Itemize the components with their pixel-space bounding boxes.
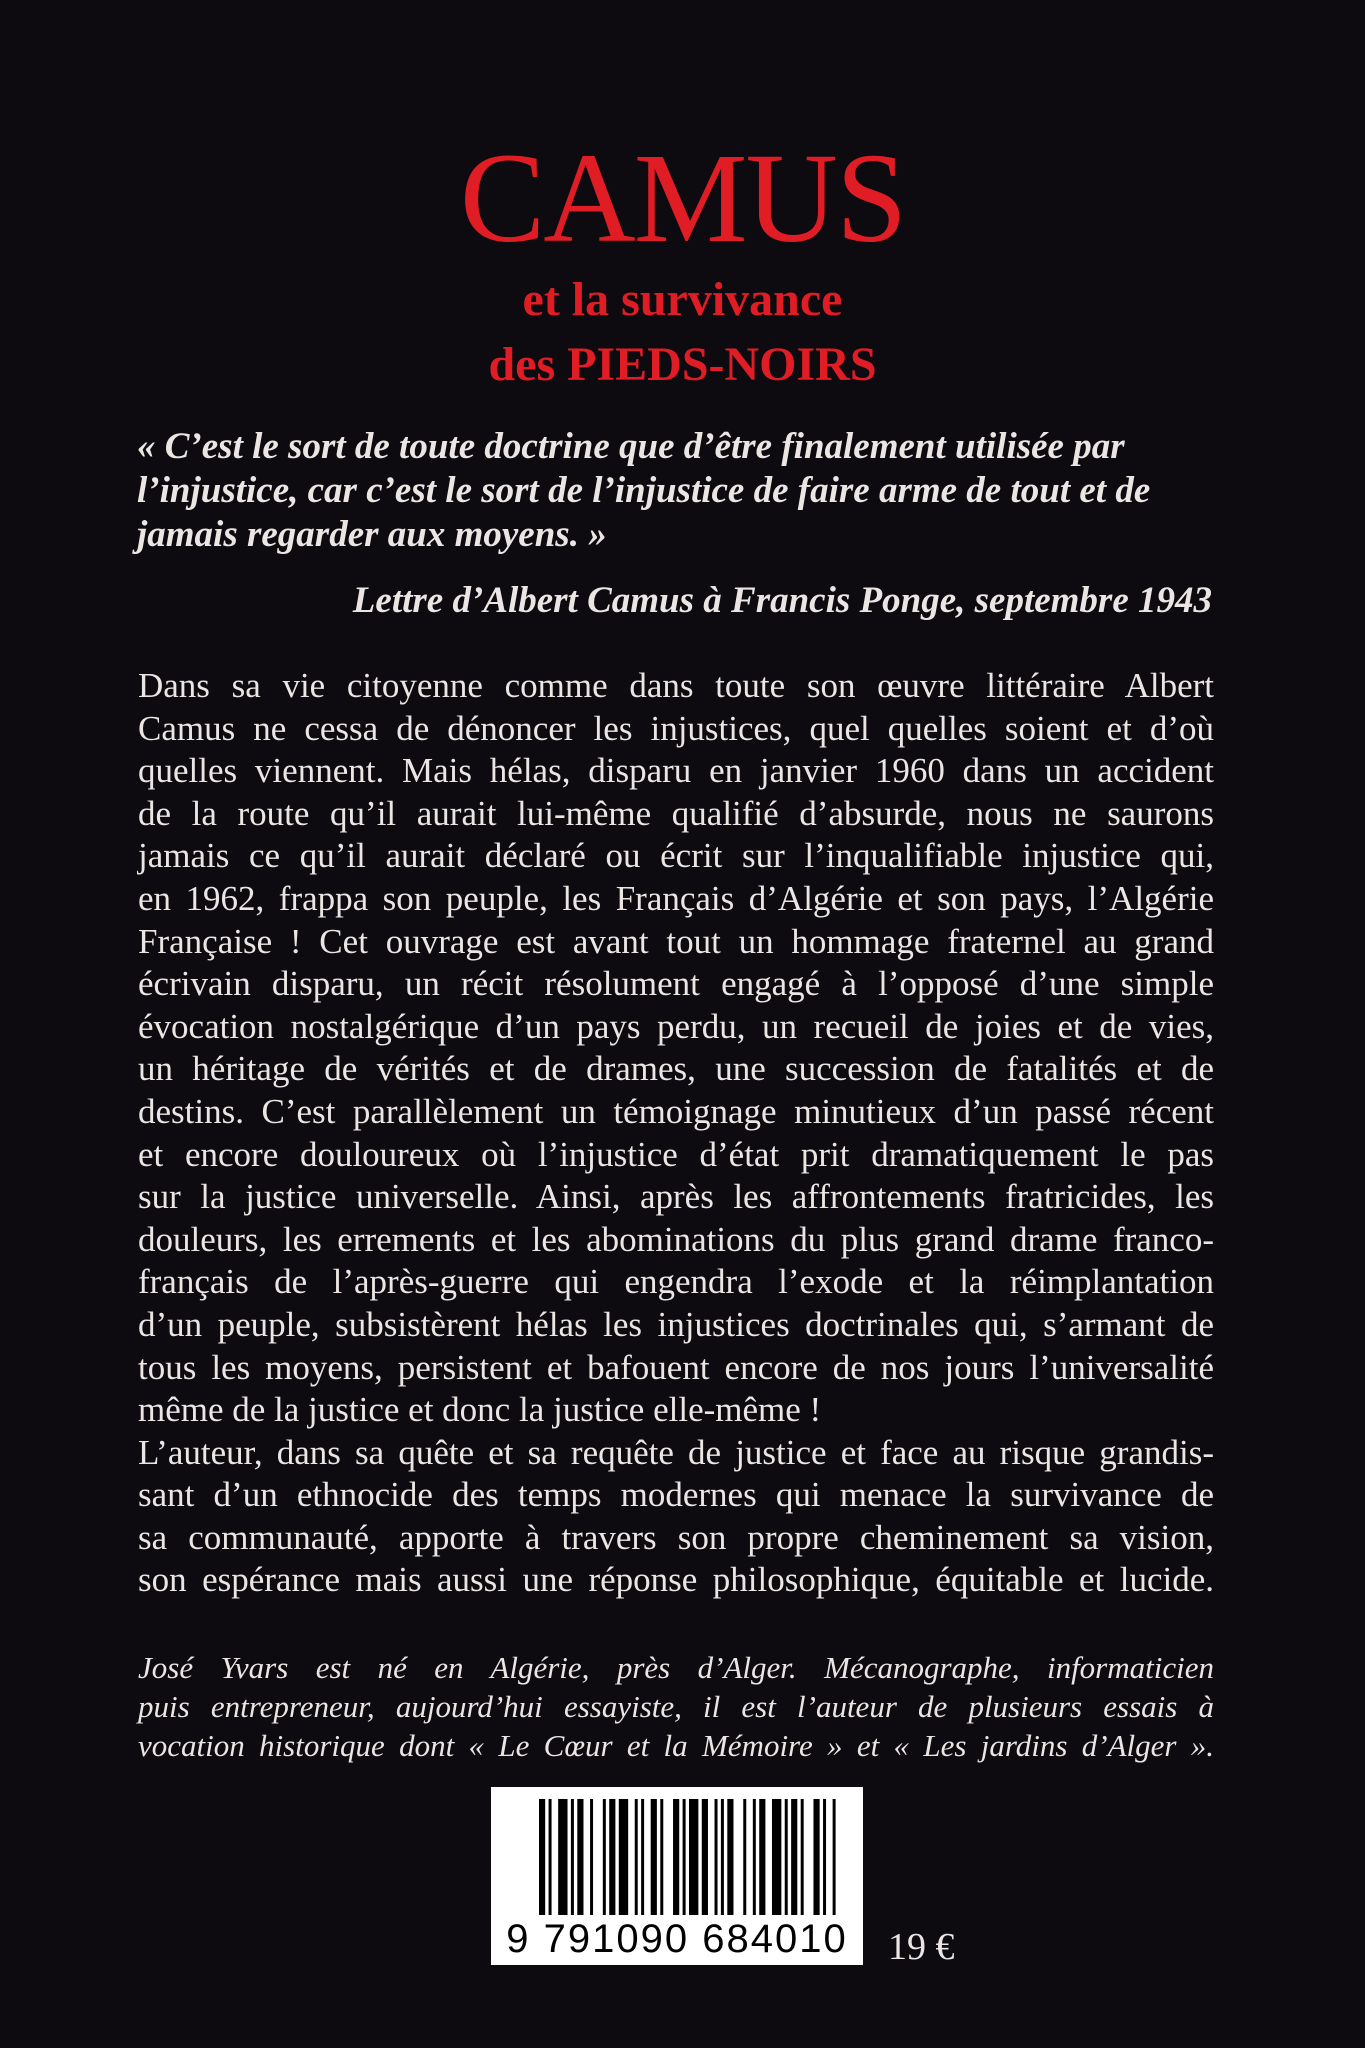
blurb-line: quelles viennent. Mais hélas, disparu en janvier 1960 dans un accident xyxy=(138,751,1214,791)
quote-line: « C’est le sort de toute doctrine que d’être finalement utilisée par xyxy=(137,426,1125,467)
quote-line: jamais regarder aux moyens. » xyxy=(137,514,607,555)
barcode-bar xyxy=(813,1799,819,1915)
title-block xyxy=(0,128,1365,398)
author-bio-line: puis entrepreneur, aujourd’hui essayiste, il est l’auteur de plusieurs essais à xyxy=(138,1689,1214,1724)
barcode-bar xyxy=(721,1799,724,1915)
barcode-bar xyxy=(673,1799,679,1915)
barcode-bar xyxy=(823,1799,826,1915)
barcode-bar xyxy=(715,1799,718,1915)
barcode-bar xyxy=(641,1799,644,1915)
quote-line: l’injustice, car c’est le sort de l’injustice de faire arme de tout et de xyxy=(137,470,1151,511)
author-bio-line: vocation historique dont « Le Cœur et la Mémoire » et « Les jardins d’Alger ». xyxy=(138,1728,1214,1763)
book-subtitle-line-1: et la survivance xyxy=(522,273,843,326)
author-bio xyxy=(138,1648,1214,1765)
blurb-line: douleurs, les errements et les abominations du plus grand drame franco- xyxy=(138,1219,1214,1259)
blurb-line: destins. C’est parallèlement un témoignage minutieux d’un passé récent xyxy=(138,1091,1214,1131)
barcode-bar xyxy=(660,1799,663,1915)
author-bio-line: José Yvars est né en Algérie, près d’Alger. Mécanographe, informaticien xyxy=(138,1650,1214,1685)
barcode-bar xyxy=(609,1799,615,1915)
blurb-line: en 1962, frappa son peuple, les Français d’Algérie et son pays, l’Algérie xyxy=(138,878,1214,918)
barcode-bar xyxy=(759,1799,765,1915)
barcode-bar xyxy=(689,1799,698,1915)
barcode-bars xyxy=(539,1799,839,1915)
barcode-bar xyxy=(590,1799,593,1915)
barcode-bar xyxy=(801,1799,804,1915)
barcode-bar xyxy=(549,1799,552,1915)
blurb-line: tous les moyens, persistent et bafouent encore de nos jours l’universalité xyxy=(138,1347,1214,1387)
blurb-line: Dans sa vie citoyenne comme dans toute son œuvre littéraire Albert xyxy=(138,666,1214,705)
blurb-line: français de l’après-guerre qui engendra l’exode et la réimplantation xyxy=(138,1262,1214,1302)
blurb-line: d’un peuple, subsistèrent hélas les injustices doctrinales qui, s’armant de xyxy=(138,1304,1214,1344)
blurb-text xyxy=(138,665,1214,1602)
price-label: 19 € xyxy=(888,1926,955,1968)
isbn-barcode xyxy=(491,1787,863,1965)
blurb-line: évocation nostalgérique d’un pays perdu, un recueil de joies et de vies, xyxy=(138,1006,1214,1046)
blurb-line: écrivain disparu, un récit résolument engagé à l’opposé d’une simple xyxy=(138,964,1214,1004)
blurb-line: un héritage de vérités et de drames, une succession de fatalités et de xyxy=(138,1049,1214,1089)
barcode-bar xyxy=(727,1799,733,1915)
blurb-line: Camus ne cessa de dénoncer les injustices, quel quelles soient et d’où xyxy=(138,708,1214,748)
barcode-bar xyxy=(558,1799,567,1915)
book-subtitle-line-2: des PIEDS-NOIRS xyxy=(488,338,877,391)
barcode-bar xyxy=(683,1799,686,1915)
blurb-line: sur la justice universelle. Ainsi, après les affrontements fratricides, les xyxy=(138,1177,1214,1217)
blurb-line: de la route qu’il aurait lui-même qualifié d’absurde, nous ne saurons xyxy=(138,793,1214,833)
barcode-bar xyxy=(743,1799,746,1915)
blurb-line: sa communauté, apporte à travers son propre cheminement sa vision, xyxy=(138,1517,1214,1557)
barcode-bar xyxy=(702,1799,708,1915)
blurb-line: même de la justice et donc la justice elle-même ! xyxy=(138,1390,822,1430)
quote-attribution: Lettre d’Albert Camus à Francis Ponge, septembre 1943 xyxy=(352,580,1212,621)
isbn-number: 9 791090 684010 xyxy=(506,1917,848,1961)
barcode-bar xyxy=(635,1799,638,1915)
barcode-bar xyxy=(833,1799,836,1915)
epigraph-quote xyxy=(137,425,1212,557)
barcode-bar xyxy=(603,1799,606,1915)
blurb-line: sant d’un ethnocide des temps modernes qui menace la survivance de xyxy=(138,1475,1214,1515)
book-title: CAMUS xyxy=(459,127,906,269)
barcode-bar xyxy=(785,1799,788,1915)
blurb-line: Française ! Cet ouvrage est avant tout un hommage fraternel au grand xyxy=(138,921,1214,961)
blurb-line: son espérance mais aussi une réponse philosophique, équitable et lucide. xyxy=(138,1560,1214,1600)
barcode-bar xyxy=(753,1799,756,1915)
barcode-bar xyxy=(619,1799,628,1915)
barcode-bar xyxy=(539,1799,545,1915)
blurb-line: et encore douloureux où l’injustice d’état prit dramatiquement le pas xyxy=(138,1134,1214,1174)
barcode-bar xyxy=(791,1799,797,1915)
barcode-bar xyxy=(571,1799,574,1915)
blurb-line: L’auteur, dans sa quête et sa requête de justice et face au risque grandis- xyxy=(138,1432,1214,1472)
barcode-bar xyxy=(772,1799,781,1915)
blurb-line: jamais ce qu’il aurait déclaré ou écrit sur l’inqualifiable injustice qui, xyxy=(138,836,1214,876)
barcode-bar xyxy=(651,1799,657,1915)
barcode-bar xyxy=(577,1799,583,1915)
